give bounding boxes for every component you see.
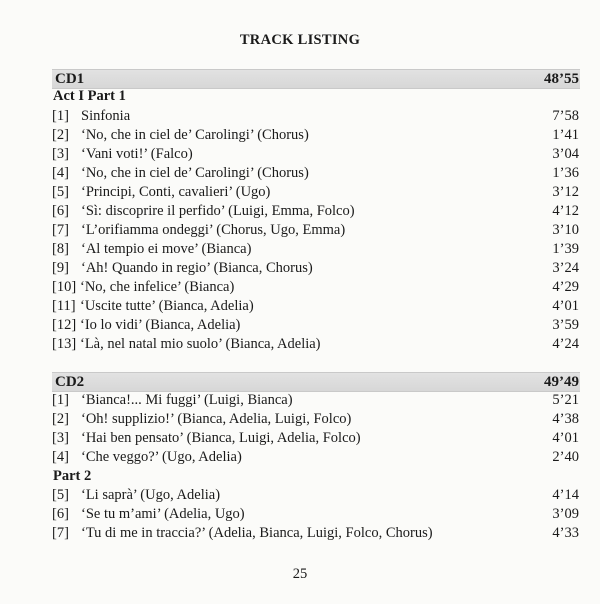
track-number: [11] bbox=[52, 298, 76, 314]
track-number: [5] bbox=[52, 184, 69, 200]
page-number: 25 bbox=[292, 566, 308, 582]
cd2-header-bar bbox=[52, 372, 580, 392]
track-number: [4] bbox=[52, 165, 69, 181]
track-row bbox=[52, 391, 580, 410]
track-number: [6] bbox=[52, 203, 69, 219]
track-number: [7] bbox=[52, 525, 69, 541]
track-duration: 1’41 bbox=[552, 127, 579, 143]
track-duration: 7’58 bbox=[552, 108, 579, 124]
cd1-header-bar bbox=[52, 69, 580, 89]
track-row bbox=[52, 486, 580, 505]
cd1-section-heading: Act I Part 1 bbox=[53, 88, 126, 104]
track-duration: 2’40 bbox=[552, 449, 579, 465]
track-duration: 1’36 bbox=[552, 165, 579, 181]
track-duration: 3’09 bbox=[552, 506, 579, 522]
track-number: [9] bbox=[52, 260, 69, 276]
track-number: [5] bbox=[52, 487, 69, 503]
track-number: [7] bbox=[52, 222, 69, 238]
track-row bbox=[52, 524, 580, 543]
track-title: ‘Vani voti!’ (Falco) bbox=[81, 146, 193, 162]
track-title: ‘Principi, Conti, cavalieri’ (Ugo) bbox=[81, 184, 271, 200]
track-duration: 3’10 bbox=[552, 222, 579, 238]
cd2-duration: 49’49 bbox=[544, 374, 579, 390]
track-duration: 4’24 bbox=[552, 336, 579, 352]
track-duration: 1’39 bbox=[552, 241, 579, 257]
track-row bbox=[52, 107, 580, 126]
track-row bbox=[52, 221, 580, 240]
track-duration: 4’14 bbox=[552, 487, 579, 503]
track-title: ‘Tu di me in traccia?’ (Adelia, Bianca, Luigi, Folco, Chorus) bbox=[81, 525, 433, 541]
track-title: ‘Li saprà’ (Ugo, Adelia) bbox=[81, 487, 221, 503]
track-row bbox=[52, 164, 580, 183]
track-row bbox=[52, 297, 580, 316]
track-row bbox=[52, 259, 580, 278]
track-number: [2] bbox=[52, 411, 69, 427]
track-title: ‘Sì: discoprire il perfido’ (Luigi, Emma, Folco) bbox=[81, 203, 355, 219]
track-duration: 3’59 bbox=[552, 317, 579, 333]
track-title: ‘L’orifiamma ondeggi’ (Chorus, Ugo, Emma) bbox=[81, 222, 346, 238]
page-title: TRACK LISTING bbox=[239, 32, 361, 48]
track-row bbox=[52, 145, 580, 164]
track-row bbox=[52, 183, 580, 202]
cd2-label: CD2 bbox=[55, 374, 85, 390]
track-row bbox=[52, 278, 580, 297]
track-row bbox=[52, 202, 580, 221]
track-title: Sinfonia bbox=[81, 108, 131, 124]
track-row bbox=[52, 448, 580, 467]
track-duration: 4’29 bbox=[552, 279, 579, 295]
track-duration: 5’21 bbox=[552, 392, 579, 408]
track-number: [3] bbox=[52, 430, 69, 446]
track-number: [2] bbox=[52, 127, 69, 143]
track-duration: 4’01 bbox=[552, 298, 579, 314]
track-title: ‘Io lo vidi’ (Bianca, Adelia) bbox=[80, 317, 241, 333]
track-row bbox=[52, 410, 580, 429]
track-title: ‘Se tu m’ami’ (Adelia, Ugo) bbox=[81, 506, 245, 522]
track-title: ‘Al tempio ei move’ (Bianca) bbox=[81, 241, 252, 257]
track-number: [4] bbox=[52, 449, 69, 465]
track-title: ‘No, che in ciel de’ Carolingi’ (Chorus) bbox=[81, 127, 309, 143]
track-number: [13] bbox=[52, 336, 77, 352]
track-title: ‘Bianca!... Mi fuggi’ (Luigi, Bianca) bbox=[81, 392, 293, 408]
track-row bbox=[52, 335, 580, 354]
track-title: ‘Oh! supplizio!’ (Bianca, Adelia, Luigi, Folco) bbox=[81, 411, 352, 427]
track-row bbox=[52, 316, 580, 335]
cd2-section-heading: Part 2 bbox=[53, 468, 92, 484]
track-number: [10] bbox=[52, 279, 77, 295]
track-duration: 4’12 bbox=[552, 203, 579, 219]
track-duration: 4’01 bbox=[552, 430, 579, 446]
track-row bbox=[52, 505, 580, 524]
track-duration: 3’12 bbox=[552, 184, 579, 200]
track-number: [1] bbox=[52, 392, 69, 408]
track-title: ‘No, che infelice’ (Bianca) bbox=[80, 279, 235, 295]
track-title: ‘Uscite tutte’ (Bianca, Adelia) bbox=[80, 298, 254, 314]
track-title: ‘No, che in ciel de’ Carolingi’ (Chorus) bbox=[81, 165, 309, 181]
track-title: ‘Che veggo?’ (Ugo, Adelia) bbox=[81, 449, 242, 465]
track-duration: 3’24 bbox=[552, 260, 579, 276]
track-title: ‘Ah! Quando in regio’ (Bianca, Chorus) bbox=[81, 260, 313, 276]
track-number: [12] bbox=[52, 317, 77, 333]
track-number: [1] bbox=[52, 108, 69, 124]
track-title: ‘Là, nel natal mio suolo’ (Bianca, Adelia) bbox=[80, 336, 321, 352]
cd1-duration: 48’55 bbox=[544, 71, 579, 87]
track-duration: 4’38 bbox=[552, 411, 579, 427]
track-title: ‘Hai ben pensato’ (Bianca, Luigi, Adelia, Folco) bbox=[81, 430, 361, 446]
track-number: [6] bbox=[52, 506, 69, 522]
cd1-label: CD1 bbox=[55, 71, 85, 87]
track-row bbox=[52, 240, 580, 259]
track-duration: 4’33 bbox=[552, 525, 579, 541]
track-duration: 3’04 bbox=[552, 146, 579, 162]
track-row bbox=[52, 429, 580, 448]
track-row bbox=[52, 126, 580, 145]
track-number: [3] bbox=[52, 146, 69, 162]
track-number: [8] bbox=[52, 241, 69, 257]
